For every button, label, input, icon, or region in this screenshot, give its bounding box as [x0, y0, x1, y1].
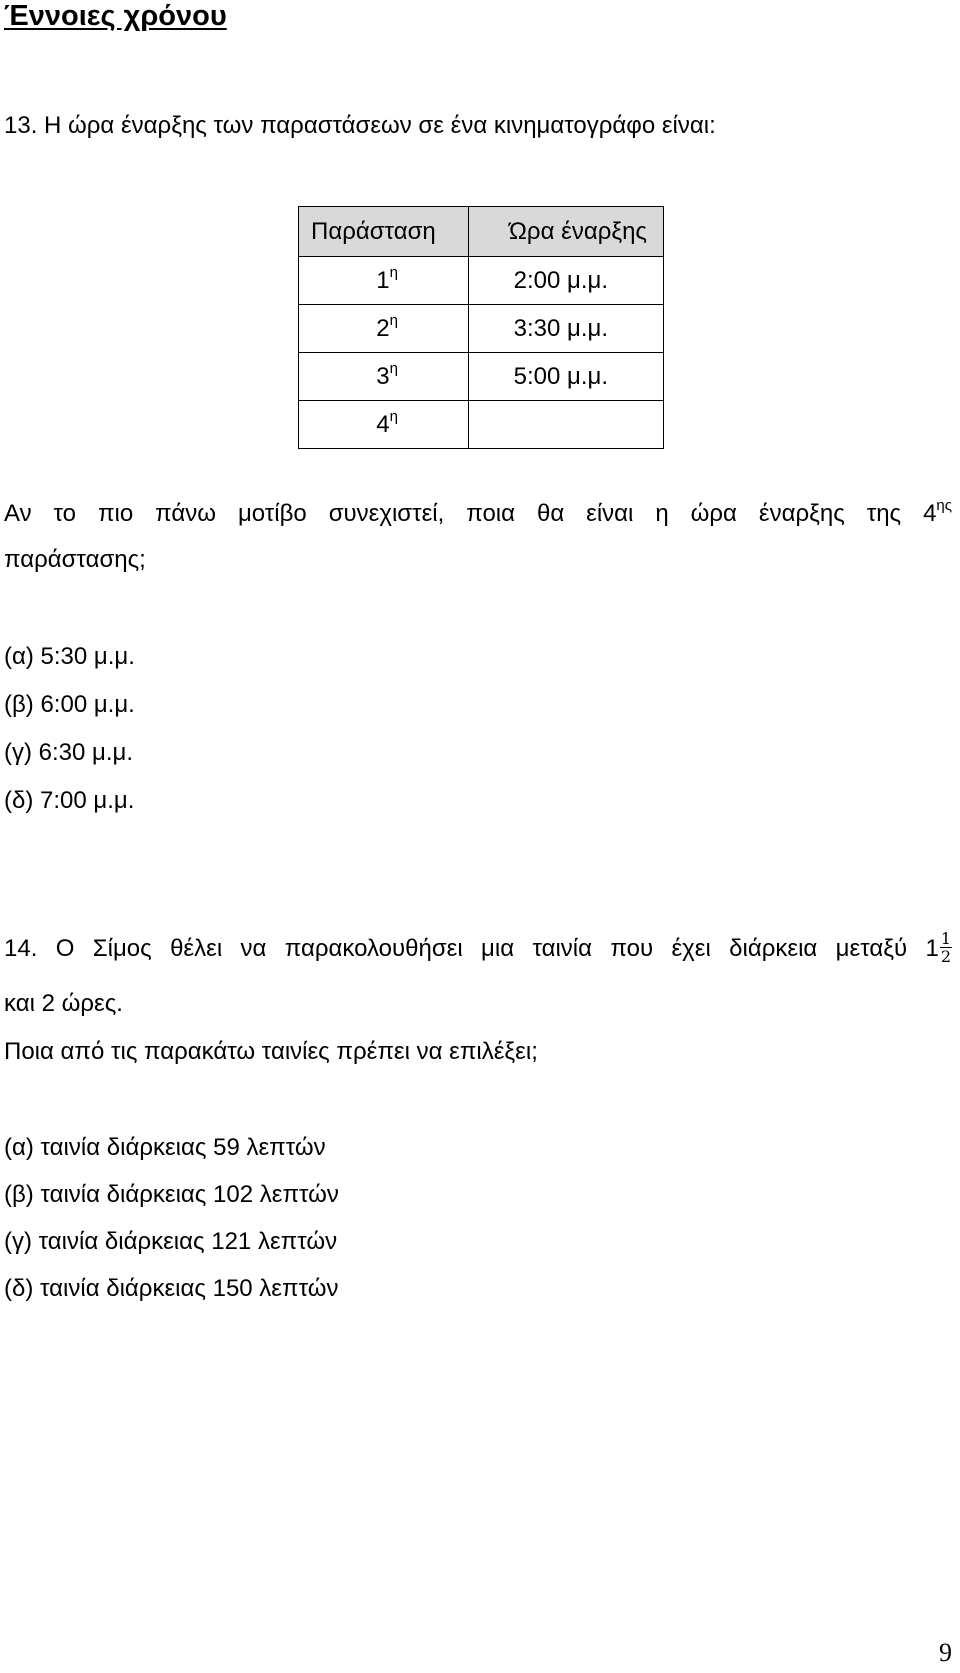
q13-question-text: Αν το πιο πάνω μοτίβο συνεχιστεί, ποια θα είναι η ώρα έναρξης της 4	[4, 500, 937, 527]
page-title: Έννοιες χρόνου	[4, 0, 227, 32]
start-time-cell: 2:00 μ.μ.	[469, 257, 664, 305]
performance-cell	[299, 305, 469, 353]
q14-option-b: (β) ταινία διάρκειας 102 λεπτών	[4, 1181, 339, 1208]
performance-number: 3	[376, 362, 390, 390]
schedule-table	[298, 206, 664, 449]
table-header-row	[299, 207, 664, 257]
performance-cell	[299, 257, 469, 305]
performance-number: 1	[376, 266, 390, 294]
fraction-numerator: 1	[940, 929, 951, 948]
q14-line3: Ποια από τις παρακάτω ταινίες πρέπει να επιλέξει;	[4, 1038, 538, 1065]
header-performance: Παράσταση	[299, 207, 469, 257]
q13-question	[4, 497, 952, 528]
q13-option-d: (δ) 7:00 μ.μ.	[4, 787, 135, 814]
q14-line2: και 2 ώρες.	[4, 990, 123, 1017]
q14-option-a: (α) ταινία διάρκειας 59 λεπτών	[4, 1134, 326, 1161]
ordinal-suffix: η	[389, 311, 398, 329]
q14-line1	[4, 929, 952, 967]
ordinal-suffix: η	[389, 407, 398, 425]
header-start-time: Ώρα έναρξης	[469, 207, 664, 257]
performance-number: 4	[376, 410, 390, 438]
q13-option-c: (γ) 6:30 μ.μ.	[4, 739, 134, 766]
performance-cell	[299, 401, 469, 449]
performance-cell	[299, 353, 469, 401]
fraction-one-half	[940, 930, 952, 965]
performance-number: 2	[376, 314, 390, 342]
ordinal-suffix: η	[389, 359, 398, 377]
table-row	[299, 401, 664, 449]
start-time-cell: 3:30 μ.μ.	[469, 305, 664, 353]
start-time-cell-empty	[469, 401, 664, 449]
fraction-denominator: 2	[940, 947, 951, 966]
q14-option-c: (γ) ταινία διάρκειας 121 λεπτών	[4, 1228, 338, 1255]
q14-line1-text: 14. Ο Σίμος θέλει να παρακολουθήσει μια ταινία που έχει διάρκεια μεταξύ 1	[4, 934, 939, 962]
start-time-cell: 5:00 μ.μ.	[469, 353, 664, 401]
table-row	[299, 305, 664, 353]
q13-intro: 13. Η ώρα έναρξης των παραστάσεων σε ένα κινηματογράφο είναι:	[4, 112, 716, 139]
q13-question-line2: παράστασης;	[4, 546, 146, 573]
q14-option-d: (δ) ταινία διάρκειας 150 λεπτών	[4, 1275, 339, 1302]
table-row	[299, 257, 664, 305]
q13-option-a: (α) 5:30 μ.μ.	[4, 643, 135, 670]
ordinal-suffix: ης	[936, 497, 952, 514]
ordinal-suffix: η	[389, 263, 398, 281]
page-number: 9	[939, 1638, 952, 1667]
table-row	[299, 353, 664, 401]
q13-option-b: (β) 6:00 μ.μ.	[4, 691, 135, 718]
